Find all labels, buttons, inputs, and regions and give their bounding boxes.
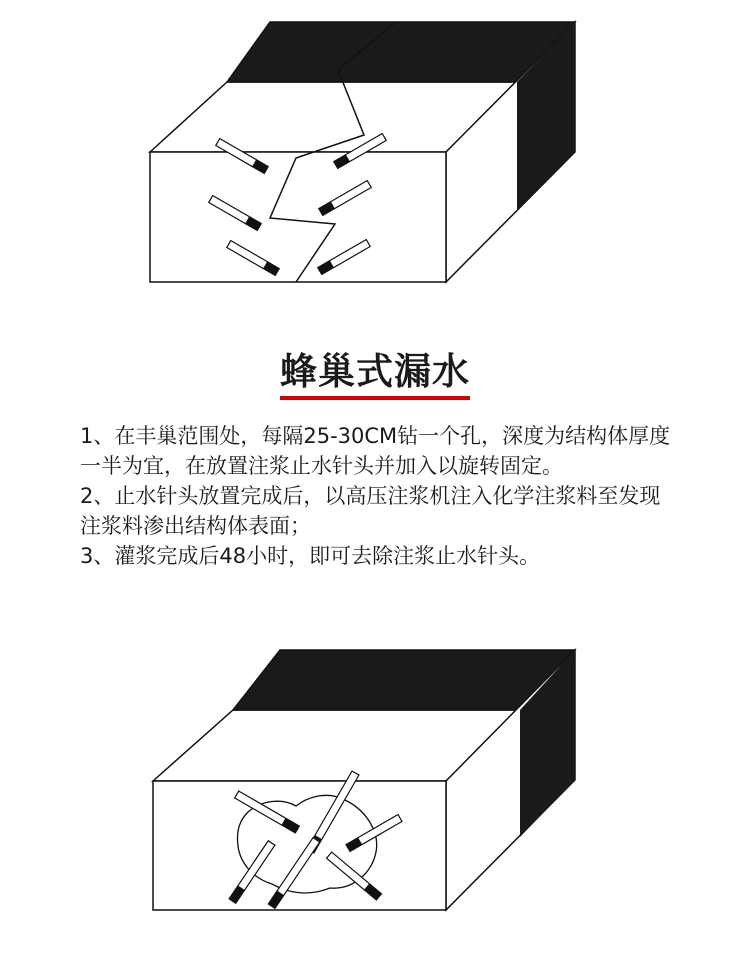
title-wrap (0, 350, 750, 400)
page-title: 蜂巢式漏水 (280, 350, 470, 400)
honeycomb-injection-diagram (0, 640, 750, 940)
step-1: 1、在丰巢范围处，每隔25-30CM钻一个孔，深度为结构体厚度一半为宜，在放置注浆止水针头并加入以旋转固定。 (80, 424, 671, 478)
step-3: 3、灌浆完成后48小时，即可去除注浆止水针头。 (80, 544, 541, 568)
block-front-face (153, 781, 446, 910)
steps-list (80, 421, 680, 571)
block-top-dark (233, 650, 575, 710)
crack-injection-diagram (0, 0, 750, 300)
block-top-dark (227, 22, 575, 82)
block-front-face (150, 152, 446, 282)
step-2: 2、止水针头放置完成后，以高压注浆机注入化学注浆料至发现注浆料渗出结构体表面； (80, 484, 661, 538)
